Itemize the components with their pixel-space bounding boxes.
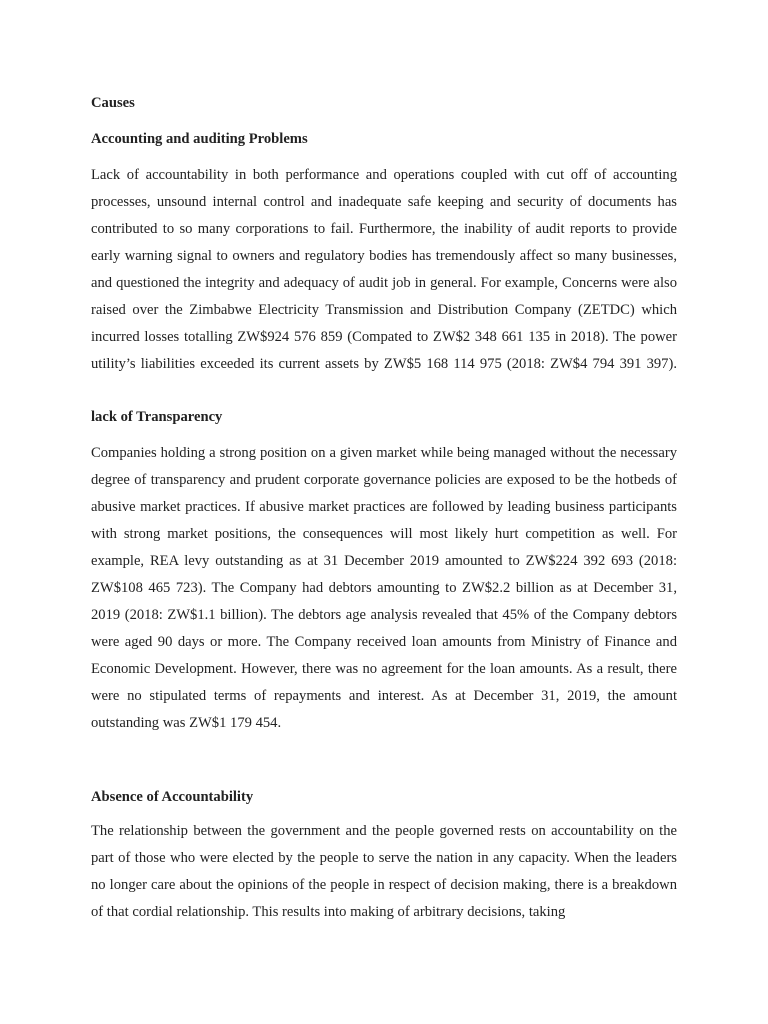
- heading-absence-of-accountability: Absence of Accountability: [91, 789, 254, 805]
- heading-causes: Causes: [91, 95, 135, 111]
- paragraph-lack-of-transparency: Companies holding a strong position on a given market while being managed without the necessary degree of transparency and prudent corporate governance policies are exposed to be the hotbeds of abusive market practices. If abusive market practices are followed by leading business participants with strong market positions, the consequences will most likely hurt competition as well. For example, REA levy outstanding as at 31 December 2019 amounted to ZW$224 392 693 (2018: ZW$108 465 723). The Company had debtors amounting to ZW$2.2 billion as at December 31, 2019 (2018: ZW$1.1 billion). The debtors age analysis revealed that 45% of the Company debtors were aged 90 days or more. The Company received loan amounts from Ministry of Finance and Economic Development. However, there was no agreement for the loan amounts. As a result, there were no stipulated terms of repayments and interest. As at December 31, 2019, the amount outstanding was ZW$1 179 454.: [91, 445, 677, 731]
- paragraph-accounting-auditing: Lack of accountability in both performance and operations coupled with cut off of accounting processes, unsound internal control and inadequate safe keeping and security of documents has contributed to so many corporations to fail. Furthermore, the inability of audit reports to provide early warning signal to owners and regulatory bodies has tremendously affect so many businesses, and questioned the integrity and adequacy of audit job in general. For example, Concerns were also raised over the Zimbabwe Electricity Transmission and Distribution Company (ZETDC) which incurred losses totalling ZW$924 576 859 (Compated to ZW$2 348 661 135 in 2018). The power utility’s liabilities exceeded its current assets by ZW$5 168 114 975 (2018: ZW$4 794 391 397).: [91, 167, 677, 372]
- paragraph-absence-of-accountability: The relationship between the government and the people governed rests on accountability on the part of those who were elected by the people to serve the nation in any capacity. When the leaders no longer care about the opinions of the people in respect of decision making, there is a breakdown of that cordial relationship. This results into making of arbitrary decisions, taking: [91, 823, 677, 920]
- heading-accounting-auditing-problems: Accounting and auditing Problems: [91, 131, 308, 147]
- heading-lack-of-transparency: lack of Transparency: [91, 409, 223, 425]
